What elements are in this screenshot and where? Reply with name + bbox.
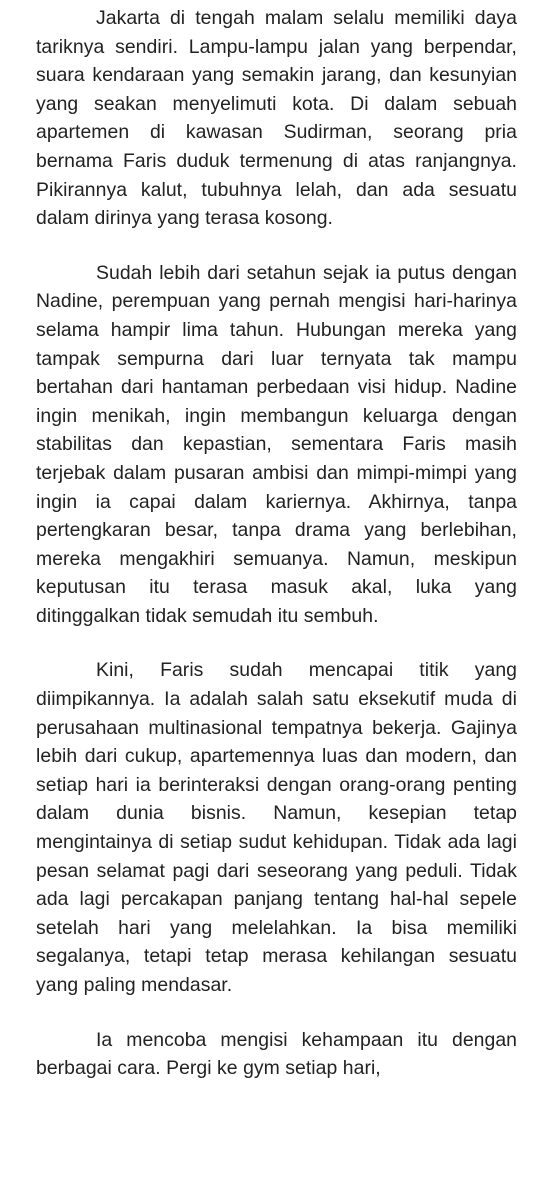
paragraph-3: Kini, Faris sudah mencapai titik yang diimpikannya. Ia adalah salah satu eksekutif muda di perusahaan multinasional tempatnya bekerja. Gajinya lebih dari cukup, apartemennya luas dan modern, dan setiap hari ia berinteraksi dengan orang-orang penting dalam dunia bisnis. Namun, kesepian tetap mengintainya di setiap sudut kehidupan. Tidak ada lagi pesan selamat pagi dari seseorang yang peduli. Tidak ada lagi percakapan panjang tentang hal-hal sepele setelah hari yang melelahkan. Ia bisa memiliki segalanya, tetapi tetap merasa kehilangan sesuatu yang paling mendasar. [36,659,517,996]
paragraph-4: Ia mencoba mengisi kehampaan itu dengan berbagai cara. Pergi ke gym setiap hari, [36,1028,517,1080]
story-text [36,4,517,1109]
paragraph-2: Sudah lebih dari setahun sejak ia putus dengan Nadine, perempuan yang pernah mengisi hari-harinya selama hampir lima tahun. Hubungan mereka yang tampak sempurna dari luar ternyata tak mampu bertahan dari hantaman perbedaan visi hidup. Nadine ingin menikah, ingin membangun keluarga dengan stabilitas dan kepastian, sementara Faris masih terjebak dalam pusaran ambisi dan mimpi-mimpi yang ingin ia capai dalam kariernya. Akhirnya, tanpa pertengkaran besar, tanpa drama yang berlebihan, mereka mengakhiri semuanya. Namun, meskipun keputusan itu terasa masuk akal, luka yang ditinggalkan tidak semudah itu sembuh. [36,261,517,627]
paragraph-1: Jakarta di tengah malam selalu memiliki daya tariknya sendiri. Lampu-lampu jalan yang berpendar, suara kendaraan yang semakin jarang, dan kesunyian yang seakan menyelimuti kota. Di dalam sebuah apartemen di kawasan Sudirman, seorang pria bernama Faris duduk termenung di atas ranjangnya. Pikirannya kalut, tubuhnya lelah, dan ada sesuatu dalam dirinya yang terasa kosong. [36,7,517,230]
